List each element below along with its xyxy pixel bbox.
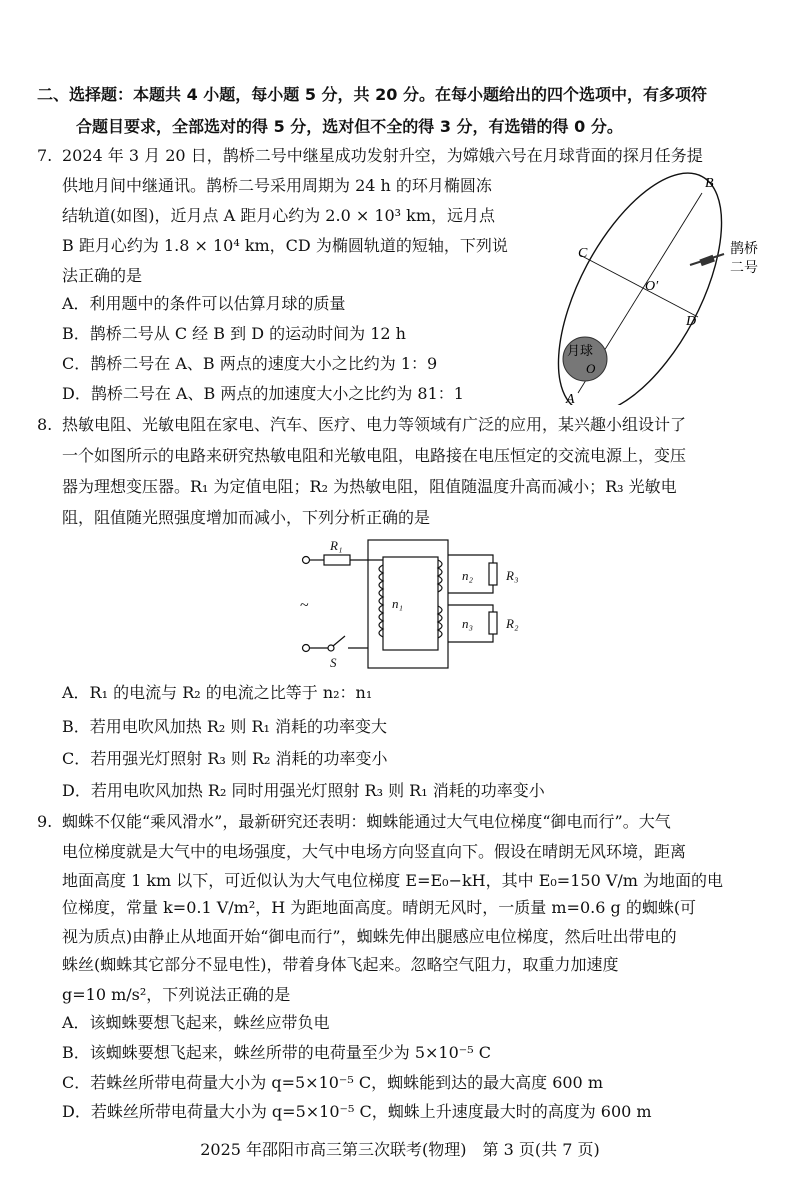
question-text: 热敏电阻、光敏电阻在家电、汽车、医疗、电力等领域有广泛的应用，某兴趣小组设计了	[62, 415, 687, 434]
resistor-r2	[489, 612, 497, 634]
label-s: S	[330, 655, 337, 670]
question-text: 法正确的是	[62, 266, 143, 285]
question-text: g=10 m/s²，下列说法正确的是	[62, 985, 291, 1004]
option-a: A．该蜘蛛要想飞起来，蛛丝应带负电	[62, 1013, 330, 1032]
option-c: C．若蛛丝所带电荷量大小为 q=5×10⁻⁵ C，蜘蛛能到达的最大高度 600 m	[62, 1073, 603, 1092]
option-b: B．鹊桥二号从 C 经 B 到 D 的运动时间为 12 h	[62, 324, 406, 343]
label-r3: R₃	[506, 568, 519, 583]
terminal-bottom	[303, 645, 310, 652]
question-text: 结轨道(如图)，近月点 A 距月心约为 2.0 × 10³ km，远月点	[62, 206, 496, 225]
question-text: 供地月间中继通讯。鹊桥二号采用周期为 24 h 的环月椭圆冻	[62, 176, 492, 195]
minor-axis-cd	[580, 255, 698, 317]
ac-source-symbol: ~	[300, 597, 309, 614]
question-text: 器为理想变压器。R₁ 为定值电阻；R₂ 为热敏电阻，阻值随温度升高而减小；R₃ 光敏电	[62, 477, 677, 496]
circuit-figure	[280, 520, 540, 680]
question-text: 蜘蛛不仅能“乘风滑水”，最新研究还表明：蜘蛛能通过大气电位梯度“御电而行”。大气	[62, 812, 671, 831]
terminal-top	[303, 557, 310, 564]
option-c: C．鹊桥二号在 A、B 两点的速度大小之比约为 1：9	[62, 354, 438, 373]
secondary-coil-n3	[438, 606, 442, 638]
label-c: C	[578, 246, 588, 261]
label-a: A	[566, 392, 575, 405]
section-header-line1: 二、选择题：本题共 4 小题，每小题 5 分，共 20 分。在每小题给出的四个选项中，有多项符	[37, 85, 707, 104]
orbit-figure	[540, 165, 780, 405]
label-d: D	[686, 314, 697, 329]
question-text: 蛛丝(蜘蛛其它部分不显电性)，带着身体飞起来。忽略空气阻力，取重力加速度	[62, 955, 619, 974]
label-b: B	[705, 176, 714, 191]
question-text: 阻，阻值随光照强度增加而减小，下列分析正确的是	[62, 508, 431, 527]
option-b: B．该蜘蛛要想飞起来，蛛丝所带的电荷量至少为 5×10⁻⁵ C	[62, 1043, 491, 1062]
question-text: B 距月心约为 1.8 × 10⁴ km，CD 为椭圆轨道的短轴，下列说	[62, 236, 508, 255]
label-n1: n₁	[392, 596, 404, 611]
secondary-coil-n2	[438, 560, 442, 592]
section-header-line2: 合题目要求，全部选对的得 5 分，选对但不全的得 3 分，有选错的得 0 分。	[76, 117, 623, 136]
option-a: A．R₁ 的电流与 R₂ 的电流之比等于 n₂：n₁	[62, 683, 373, 702]
label-n2: n₂	[462, 568, 474, 583]
question-text: 2024 年 3 月 20 日，鹊桥二号中继星成功发射升空，为嫦娥六号在月球背面的探月任务提	[62, 146, 703, 165]
satellite-icon	[690, 254, 724, 266]
label-sat-line2: 二号	[730, 261, 758, 276]
option-d: D．若蛛丝所带电荷量大小为 q=5×10⁻⁵ C，蜘蛛上升速度最大时的高度为 600 m	[62, 1102, 652, 1121]
resistor-r3	[489, 563, 497, 585]
label-r1: R₁	[330, 538, 343, 553]
label-r2: R₂	[506, 616, 519, 631]
option-d: D．鹊桥二号在 A、B 两点的加速度大小之比约为 81：1	[62, 384, 464, 403]
label-n3: n₃	[462, 616, 474, 631]
page-footer: 2025 年邵阳市高三第三次联考(物理) 第 3 页(共 7 页)	[200, 1140, 600, 1159]
option-a: A．利用题中的条件可以估算月球的质量	[62, 294, 346, 313]
question-number: 7.	[37, 146, 53, 165]
label-sat-line1: 鹊桥	[730, 242, 758, 257]
option-c: C．若用强光灯照射 R₃ 则 R₂ 消耗的功率变小	[62, 749, 388, 768]
transformer-core-outer	[368, 540, 448, 668]
question-text: 一个如图所示的电路来研究热敏电阻和光敏电阻，电路接在电压恒定的交流电源上，变压	[62, 446, 687, 465]
question-text: 电位梯度就是大气中的电场强度，大气中电场方向竖直向下。假设在晴朗无风环境，距离	[62, 842, 687, 861]
resistor-r1	[324, 555, 350, 565]
question-text: 地面高度 1 km 以下，可近似认为大气电位梯度 E=E₀−kH，其中 E₀=150 V/m 为地面的电	[62, 871, 724, 890]
label-o-prime: O′	[645, 279, 659, 294]
question-text: 位梯度，常量 k=0.1 V/m²，H 为距地面高度。晴朗无风时，一质量 m=0.6 g 的蜘蛛(可	[62, 898, 697, 917]
label-moon: 月球	[567, 343, 594, 358]
option-b: B．若用电吹风加热 R₂ 则 R₁ 消耗的功率变大	[62, 717, 388, 736]
label-o: O	[586, 361, 596, 376]
question-number: 9.	[37, 812, 53, 831]
primary-coil	[379, 565, 383, 637]
question-text: 视为质点)由静止从地面开始“御电而行”，蜘蛛先伸出腿感应电位梯度，然后吐出带电的	[62, 927, 677, 946]
option-d: D．若用电吹风加热 R₂ 同时用强光灯照射 R₃ 则 R₁ 消耗的功率变小	[62, 781, 545, 800]
question-number: 8.	[37, 415, 53, 434]
